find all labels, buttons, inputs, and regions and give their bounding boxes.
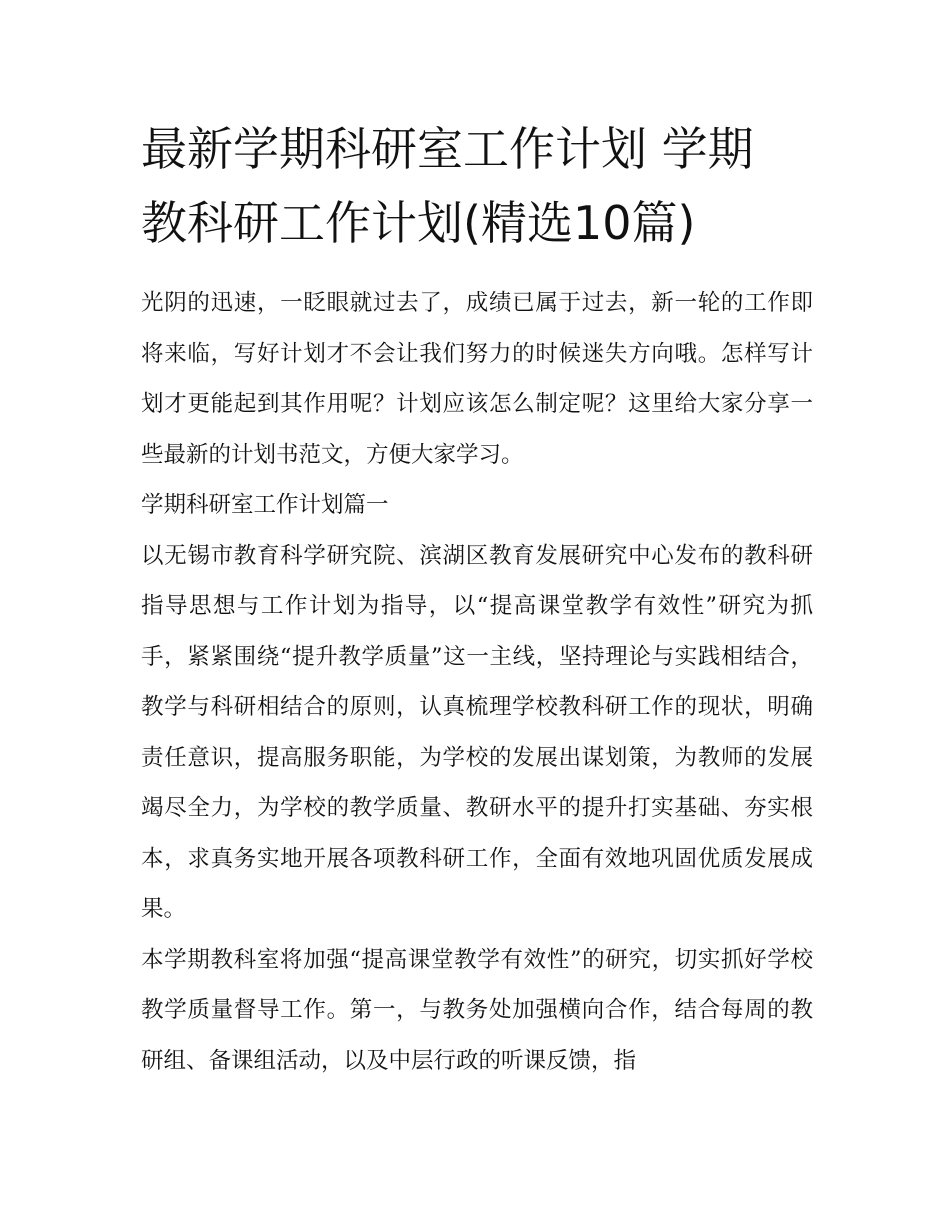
title-line-2: 教科研工作计划(精选10篇) bbox=[141, 196, 696, 250]
document-title bbox=[141, 112, 813, 260]
title-line-1: 最新学期科研室工作计划 学期 bbox=[141, 122, 754, 176]
document-body bbox=[141, 278, 813, 1086]
document-content bbox=[141, 112, 813, 1086]
intro-paragraph: 光阴的迅速，一眨眼就过去了，成绩已属于过去，新一轮的工作即将来临，写好计划才不会让我们努力的时候迷失方向哦。怎样写计划才更能起到其作用呢？计划应该怎么制定呢？这里给大家分享一些最新的计划书范文，方便大家学习。 bbox=[141, 290, 813, 468]
body-paragraph-1: 以无锡市教育科学研究院、滨湖区教育发展研究中心发布的教科研指导思想与工作计划为指导，以“提高课堂教学有效性”研究为抓手，紧紧围绕“提升教学质量”这一主线，坚持理论与实践相结合，教学与科研相结合的原则，认真梳理学校教科研工作的现状，明确责任意识，提高服务职能，为学校的发展出谋划策，为教师的发展竭尽全力，为学校的教学质量、教研水平的提升打实基础、夯实根本，求真务实地开展各项教科研工作，全面有效地巩固优质发展成果。 bbox=[141, 542, 813, 922]
section-heading: 学期科研室工作计划篇一 bbox=[141, 492, 389, 518]
body-paragraph-2: 本学期教科室将加强“提高课堂教学有效性”的研究，切实抓好学校教学质量督导工作。第一，与教务处加强横向合作，结合每周的教研组、备课组活动，以及中层行政的听课反馈，指 bbox=[141, 946, 813, 1074]
